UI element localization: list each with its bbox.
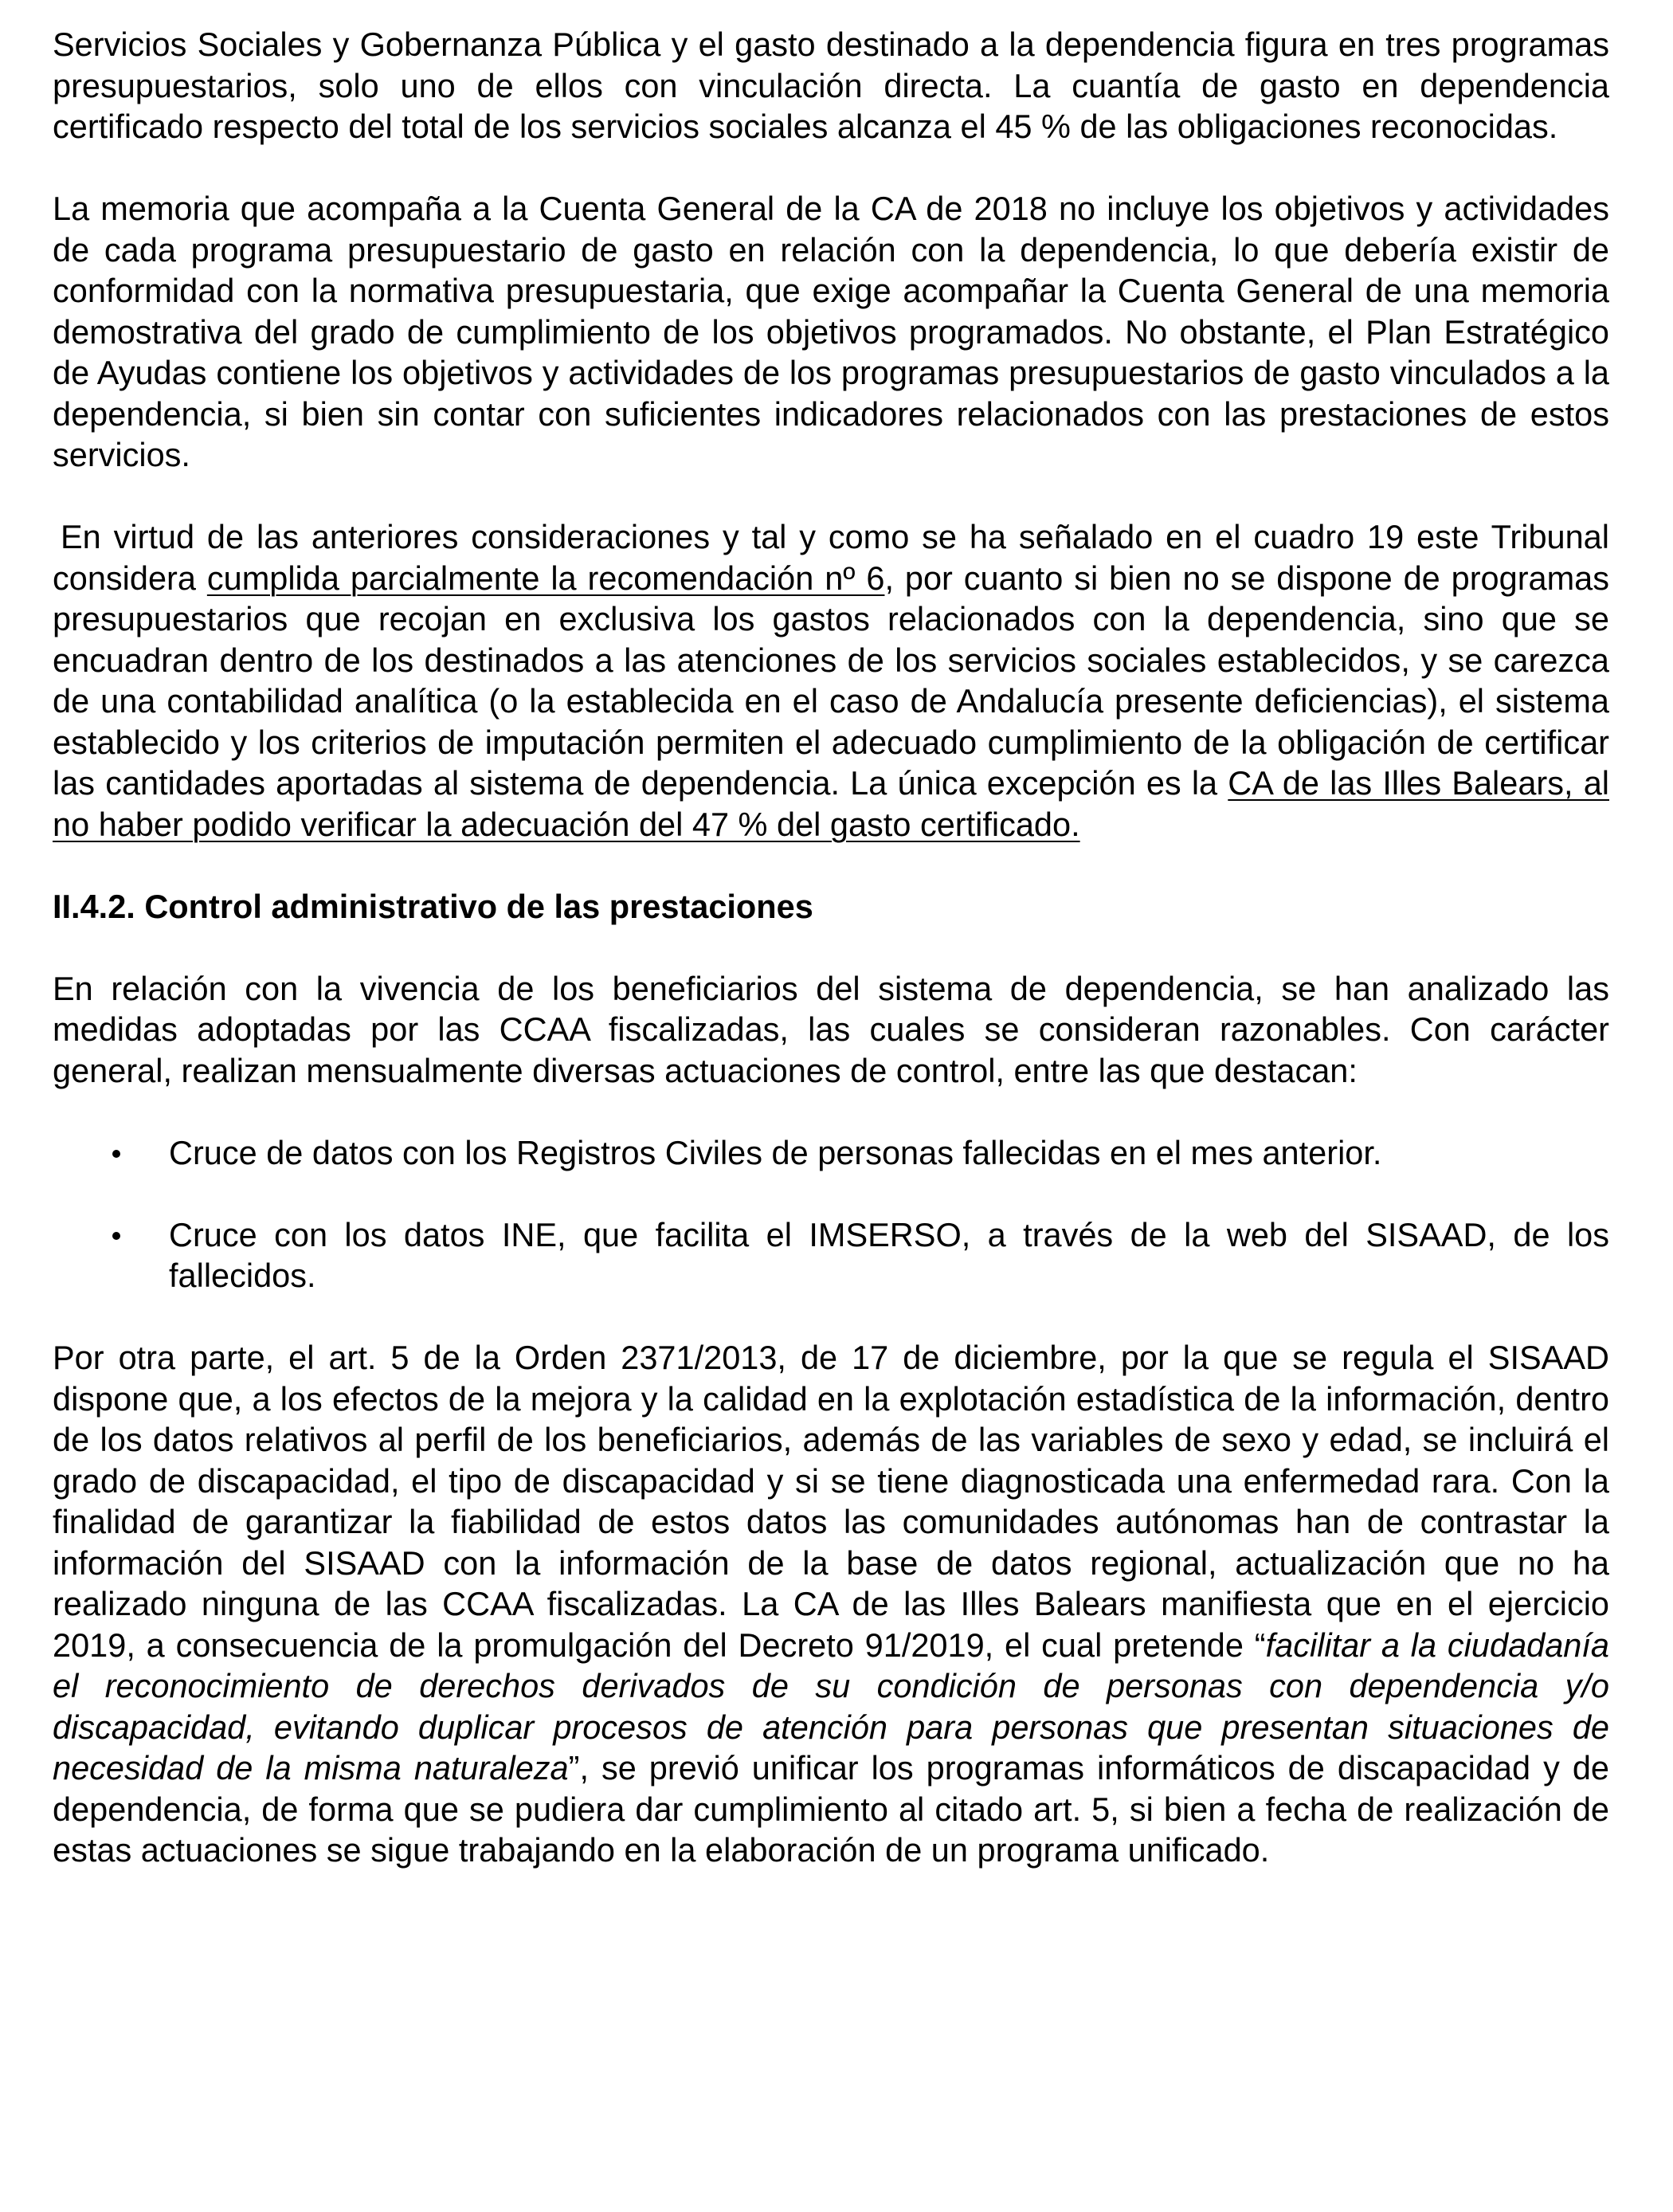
paragraph-control-vivencia: En relación con la vivencia de los beneficiarios del sistema de dependencia, se han analizado las medidas adoptadas por las CCAA fiscalizadas, las cuales se consideran razonables. Con carácter general, realizan mensualmente diversas actuaciones de control, entre las que destacan: (53, 969, 1609, 1089)
list-item-text: Cruce de datos con los Registros Civiles de personas fallecidas en el mes anterior. (169, 1133, 1382, 1171)
underlined-excepcion-baleares: CA de las Illes Balears, al no haber podido verificar la adecuación del 47 % del gasto certificado. (53, 764, 1609, 843)
bullet-list (53, 1132, 1609, 1296)
paragraph-text: En virtud de las anteriores consideraciones y tal y como se ha señalado en el cuadro 19 este Tribunal considera (53, 518, 1609, 597)
paragraph-recomendacion-6 (53, 516, 1609, 845)
bullet-icon (112, 1232, 120, 1240)
paragraph-text: Por otra parte, el art. 5 de la Orden 2371/2013, de 17 de diciembre, por la que se regula el SISAAD dispone que, a los efectos de la mejora y la calidad en la explotación estadística de la información, dentro de los datos relativos al perfil de los beneficiarios, además de las variables de sexo y edad, se incluirá el grado de discapacidad, el tipo de discapacidad y si se tiene diagnosticada una enfermedad rara. Con la finalidad de garantizar la fiabilidad de estos datos las comunidades autónomas han de contrastar la información del SISAAD con la información de la base de datos regional, actualización que no ha realizado ninguna de las CCAA fiscalizadas. La CA de las Illes Balears manifiesta que en el ejercicio 2019, a consecuencia de la promulgación del Decreto 91/2019, el cual pretende “ (53, 1339, 1609, 1664)
paragraph-memoria-cuenta-general: La memoria que acompaña a la Cuenta General de la CA de 2018 no incluye los objetivos y actividades de cada programa presupuestario de gasto en relación con la dependencia, lo que debería existir de conformidad con la normativa presupuestaria, que exige acompañar la Cuenta General de una memoria demostrativa del grado de cumplimiento de los objetivos programados. No obstante, el Plan Estratégico de Ayudas contiene los objetivos y actividades de los programas presupuestarios de gasto vinculados a la dependencia, si bien sin contar con suficientes indicadores relacionados con las prestaciones de estos servicios. (53, 190, 1609, 473)
bullet-icon (112, 1150, 120, 1158)
paragraph-orden-sisaad (53, 1337, 1609, 1871)
list-item (53, 1214, 1609, 1296)
list-item-text: Cruce con los datos INE, que facilita el IMSERSO, a través de la web del SISAAD, de los fallecidos. (169, 1215, 1609, 1294)
paragraph-text: , por cuanto si bien no se dispone de programas presupuestarios que recojan en exclusiva los gastos relacionados con la dependencia, sino que se encuadran dentro de los destinados a las atenciones de los servicios sociales establecidos, y se carezca de una contabilidad analítica (o la establecida en el caso de Andalucía presente deficiencias), el sistema establecido y los criterios de imputación permiten el adecuado cumplimiento de la obligación de certificar las cantidades aportadas al sistema de dependencia. La única excepción es la (53, 559, 1610, 802)
document-page (53, 24, 1609, 1912)
underlined-recomendacion: cumplida parcialmente la recomendación nº 6 (206, 559, 885, 597)
paragraph-gasto-dependencia: Servicios Sociales y Gobernanza Pública y el gasto destinado a la dependencia figura en tres programas presupuestarios, solo uno de ellos con vinculación directa. La cuantía de gasto en dependencia certificado respecto del total de los servicios sociales alcanza el 45 % de las obligaciones reconocidas. (53, 25, 1609, 145)
paragraph-text: ”, se previó unificar los programas informáticos de discapacidad y de dependencia, de forma que se pudiera dar cumplimiento al citado art. 5, si bien a fecha de realización de estas actuaciones se sigue trabajando en la elaboración de un programa unificado. (53, 1749, 1609, 1869)
italic-quote-decreto: facilitar a la ciudadanía el reconocimiento de derechos derivados de su condición de personas con dependencia y/o discapacidad, evitando duplicar procesos de atención para personas que presentan situaciones de necesidad de la misma naturaleza (53, 1626, 1609, 1786)
section-heading: II.4.2. Control administrativo de las prestaciones (53, 887, 813, 925)
list-item (53, 1132, 1609, 1174)
